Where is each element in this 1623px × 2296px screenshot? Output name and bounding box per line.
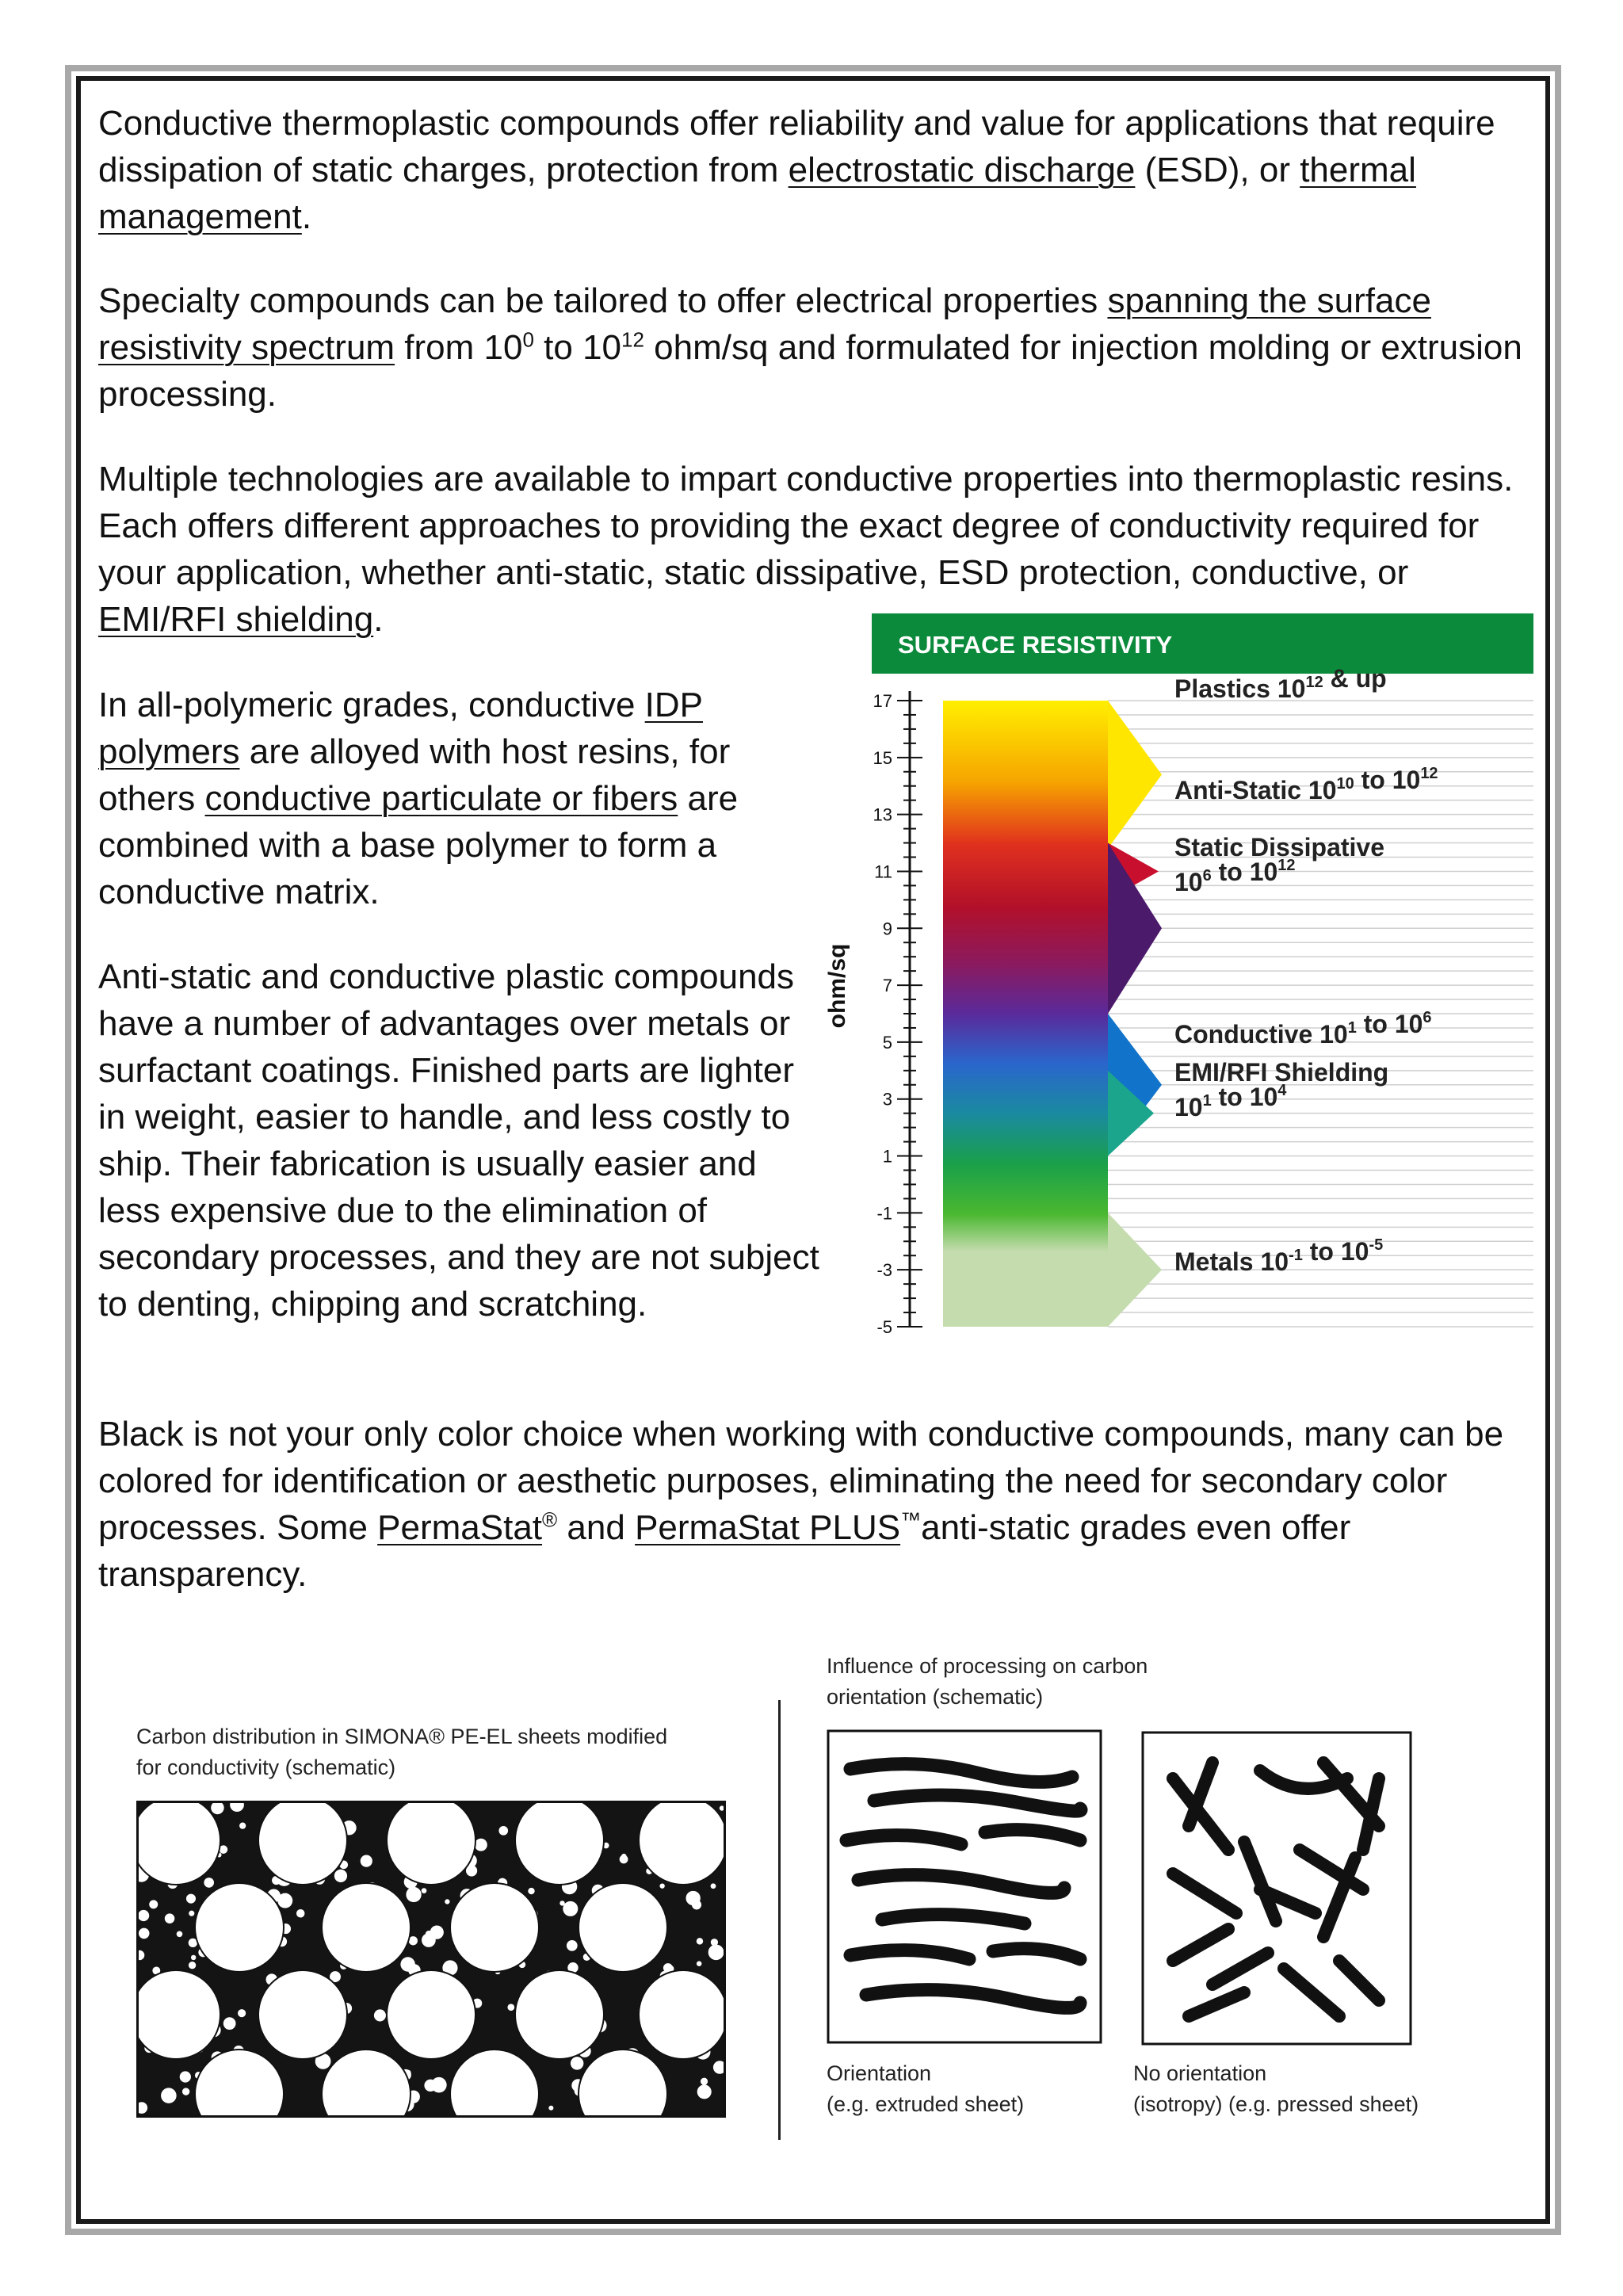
y-tick-label: -5: [876, 1317, 892, 1335]
y-tick-label: -1: [876, 1203, 892, 1224]
text: from 10: [395, 328, 523, 367]
matrix-gap: [697, 1961, 701, 1966]
text: (ESD), or: [1135, 151, 1300, 189]
matrix-gap: [422, 1888, 427, 1893]
polymer-particle: [639, 1970, 726, 2059]
y-tick-label: 17: [873, 691, 892, 711]
y-tick-label: -3: [876, 1260, 892, 1281]
band-label: Metals $10^{-1}$ to $10^{-5}$: [1174, 1236, 1384, 1276]
chart-title: SURFACE RESISTIVITY: [898, 631, 1173, 659]
text: Multiple technologies are available to impart conductive properties into thermoplastic resins. Each offers different approaches to providing the exact degree of conductivity required for your application, whether anti-static, static dissipative, ESD protection, conductive, or: [98, 460, 1514, 592]
matrix-gap: [708, 1944, 724, 1960]
band-label: Static Dissipative: [1174, 833, 1384, 861]
polymer-particle: [322, 1883, 411, 1972]
caption-line: for conductivity (schematic): [136, 1755, 396, 1779]
caption-line: orientation (schematic): [827, 1685, 1044, 1709]
matrix-gap: [563, 1901, 578, 1916]
y-tick-label: 13: [873, 804, 892, 825]
text: ohm/sq and formulated for injection molding or extrusion processing.: [98, 328, 1522, 414]
band-label-range: $10^6$ to $10^{12}$: [1174, 857, 1296, 896]
matrix-gap: [189, 1911, 194, 1916]
matrix-gap: [139, 1928, 150, 1939]
trademark-mark: ™: [900, 1507, 922, 1532]
caption-line: Influence of processing on carbon: [827, 1654, 1148, 1678]
matrix-gap: [361, 1855, 372, 1866]
matrix-gap: [697, 1938, 703, 1944]
band-label: Plastics $10^{12}$ & up: [1174, 664, 1387, 703]
band-label-range: $10^1$ to $10^4$: [1174, 1082, 1287, 1121]
y-tick-label: 15: [873, 747, 892, 768]
polymer-particle: [639, 1801, 726, 1885]
link-permastat-plus[interactable]: PermaStat PLUS: [635, 1508, 901, 1547]
link-resistivity-spectrum[interactable]: spanning the surface resistivity spectrum: [98, 281, 1431, 367]
y-tick-label: 7: [882, 976, 892, 996]
text: anti-static grades even offer transparency.: [98, 1508, 1351, 1594]
link-permastat[interactable]: PermaStat: [377, 1508, 543, 1547]
matrix-gap: [685, 1891, 700, 1905]
matrix-gap: [507, 2004, 514, 2011]
matrix-gap: [528, 1888, 534, 1894]
surface-resistivity-chart: [808, 606, 1537, 1335]
matrix-gap: [431, 2077, 447, 2093]
text: .: [373, 600, 384, 639]
superscript: 12: [621, 327, 644, 352]
matrix-gap: [238, 2009, 246, 2017]
polymer-particle: [136, 1970, 220, 2059]
matrix-gap: [697, 2084, 712, 2099]
matrix-gap: [559, 1901, 564, 1905]
orientation-caption: [827, 2058, 1144, 2120]
matrix-gap: [204, 1878, 214, 1888]
y-tick-label: 3: [882, 1089, 892, 1110]
band-label: Anti-Static $10^{10}$ to $10^{12}$: [1174, 765, 1438, 804]
matrix-gap: [445, 1899, 449, 1904]
polymer-particle: [136, 1801, 220, 1885]
metals-band-marker: [1108, 1213, 1162, 1327]
matrix-gap: [571, 2057, 583, 2069]
y-tick-label: 5: [882, 1032, 892, 1052]
link-electrostatic-discharge[interactable]: electrostatic discharge: [788, 151, 1136, 189]
matrix-gap: [406, 1887, 421, 1902]
matrix-gap: [161, 2088, 177, 2103]
matrix-gap: [430, 1926, 444, 1939]
caption-line: No orientation: [1133, 2061, 1267, 2085]
figure-divider: [778, 1700, 781, 2140]
no-orientation-caption: [1133, 2058, 1498, 2120]
polymer-particle: [579, 1883, 667, 1972]
paragraph-advantages: [98, 953, 827, 1328]
y-tick-label: 9: [882, 919, 892, 939]
matrix-gap: [177, 1931, 183, 1937]
matrix-gap: [186, 1894, 196, 1904]
polymer-particle: [258, 1970, 347, 2059]
y-tick-label: 1: [882, 1146, 892, 1167]
processing-caption: [827, 1651, 1302, 1713]
paragraph-specialty: [98, 277, 1525, 418]
chart-axis: [873, 691, 922, 1335]
matrix-gap: [182, 2088, 189, 2095]
polymer-particle: [195, 1883, 284, 1972]
matrix-gap: [711, 1883, 716, 1889]
paragraph-color: [98, 1411, 1525, 1598]
polymer-particle: [258, 1801, 347, 1885]
matrix-gap: [165, 1913, 175, 1924]
matrix-gap: [475, 1839, 487, 1851]
polymer-particle: [387, 1970, 475, 2059]
matrix-gap: [191, 1955, 196, 1960]
matrix-gap: [659, 1884, 664, 1889]
polymer-particle: [515, 1801, 604, 1885]
polymer-particle: [450, 1883, 539, 1972]
text: are alloyed with host resins, for others: [98, 732, 731, 818]
superscript: 0: [522, 327, 534, 352]
chart-ylabel: ohm/sq: [824, 943, 850, 1029]
link-conductive-particulate[interactable]: conductive particulate or fibers: [204, 779, 678, 818]
band-label: Conductive $10^1$ to $10^6$: [1174, 1009, 1432, 1049]
text: .: [301, 197, 312, 236]
caption-line: (e.g. extruded sheet): [827, 2092, 1025, 2116]
carbon-caption: [136, 1721, 770, 1783]
matrix-gap: [548, 2106, 553, 2111]
matrix-gap: [567, 1940, 578, 1951]
registered-mark: ®: [542, 1507, 558, 1532]
matrix-gap: [239, 1823, 246, 1829]
matrix-gap: [149, 1900, 158, 1908]
link-thermal-management[interactable]: thermal management: [98, 151, 1416, 236]
spectrum-bar: [943, 701, 1108, 1327]
text: Black is not your only color choice when working with conductive compounds, many can be colored for identification or aesthetic purposes, eliminating the need for secondary color processes. Some: [98, 1415, 1504, 1547]
y-tick-label: 11: [874, 861, 892, 882]
band-label: EMI/RFI Shielding: [1174, 1058, 1389, 1087]
matrix-gap: [211, 1801, 223, 1814]
isotropic-carbon-figure: [1141, 1731, 1412, 2046]
text: and: [557, 1508, 636, 1547]
carbon-distribution-figure: [136, 1801, 726, 2118]
caption-line: (isotropy) (e.g. pressed sheet): [1133, 2092, 1419, 2116]
text: Conductive thermoplastic compounds offer reliability and value for applications that require dissipation of static charges, protection from: [98, 104, 1495, 189]
caption-line: Carbon distribution in SIMONA® PE-EL sheets modified: [136, 1725, 668, 1748]
caption-line: Orientation: [827, 2061, 932, 2085]
oriented-carbon-figure: [827, 1729, 1102, 2044]
text: to 10: [533, 328, 622, 367]
matrix-gap: [374, 2009, 386, 2021]
matrix-gap: [334, 1870, 347, 1882]
polymer-particle: [515, 1970, 604, 2059]
link-emi-rfi-shielding[interactable]: EMI/RFI shielding: [98, 600, 374, 639]
matrix-gap: [180, 2071, 191, 2082]
matrix-gap: [296, 1909, 304, 1917]
paragraph-polymeric: [98, 682, 812, 915]
link-idp-polymers[interactable]: IDP polymers: [98, 686, 704, 771]
matrix-gap: [277, 1893, 292, 1908]
text: In all-polymeric grades, conductive: [98, 686, 645, 724]
text: Specialty compounds can be tailored to offer electrical properties: [98, 281, 1108, 320]
matrix-gap: [189, 1962, 196, 1969]
text: Anti-static and conductive plastic compounds have a number of advantages over metals or surfactant coatings. Finished parts are lighter in weight, easier to handle, and less costly to ship. Their fabrication is usually easier and less expensive due to the elimination of secondary processes, and they are not subject to denting, chipping and scratching.: [98, 957, 819, 1324]
matrix-gap: [138, 1910, 149, 1921]
matrix-gap: [498, 1826, 508, 1836]
polymer-particle: [387, 1801, 475, 1885]
paragraph-intro: [98, 100, 1525, 240]
plastics-band-marker: [1108, 701, 1162, 849]
text: are combined with a base polymer to form a conductive matrix.: [98, 779, 739, 911]
matrix-gap: [701, 2078, 708, 2085]
matrix-gap: [620, 1855, 628, 1864]
matrix-gap: [223, 2017, 236, 2030]
